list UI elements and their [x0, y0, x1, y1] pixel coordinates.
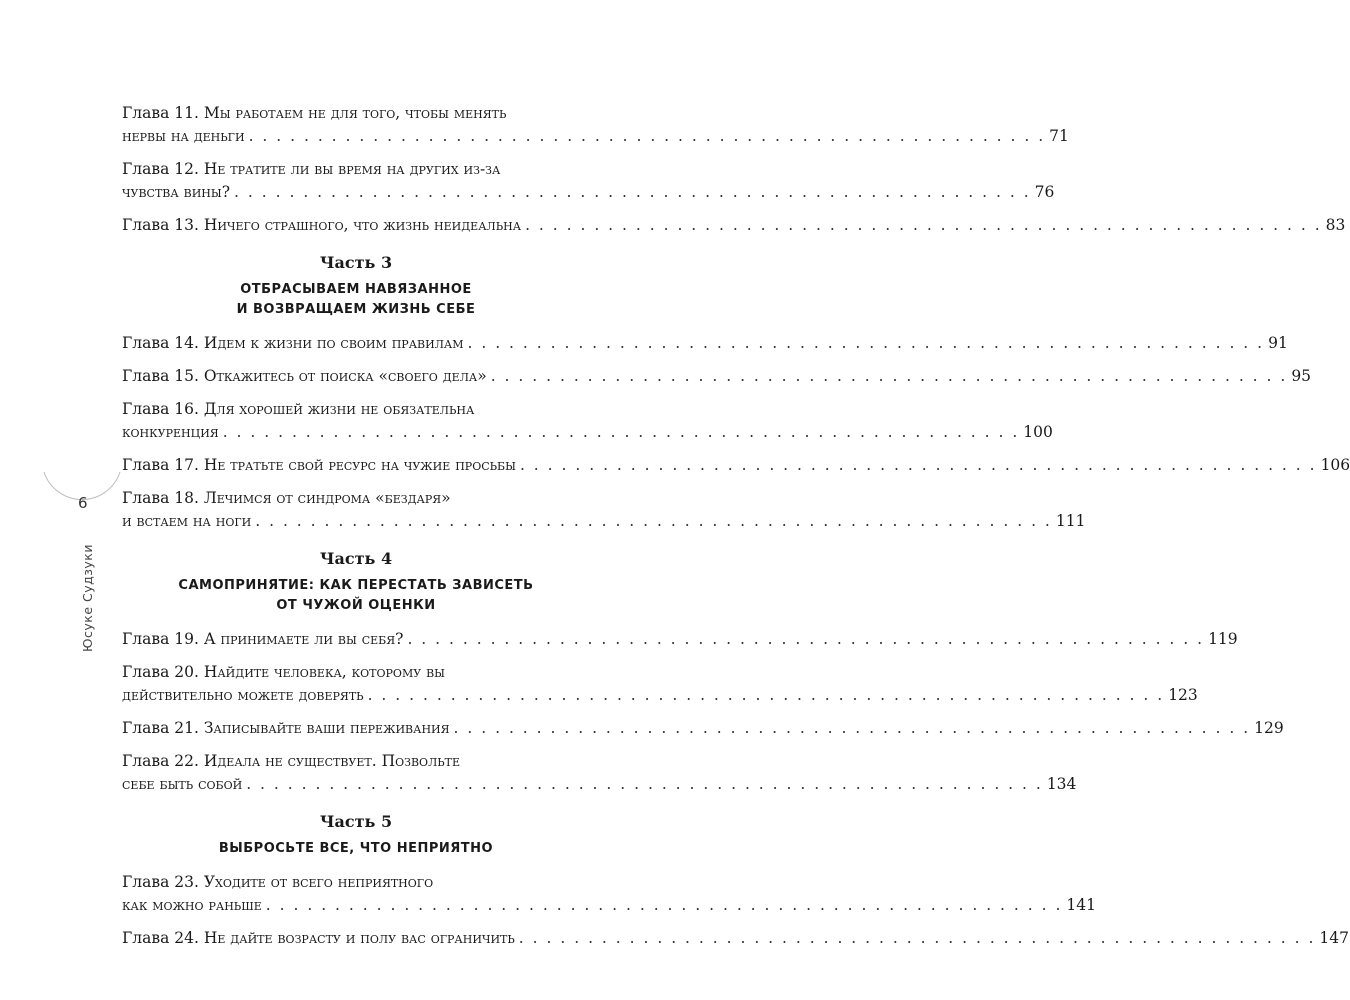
chapter-title-text	[122, 894, 262, 917]
toc-entry	[122, 102, 1069, 148]
chapter-title: Уходите от всего неприятного	[203, 873, 434, 891]
chapter-page-number: 95	[1291, 367, 1312, 385]
toc-entry	[122, 717, 1284, 740]
toc-entry-line	[122, 717, 1284, 740]
dot-leader: . . . . . . . . . . . . . . . . . . . . . . . . . . . . . . . . . . . . . . . . . . . . . . . . . . . . . . . . . .	[518, 929, 1316, 947]
chapter-title: Мы работаем не для того, чтобы менять	[203, 104, 507, 122]
chapter-page-number: 119	[1208, 630, 1238, 648]
chapter-title-text	[122, 717, 450, 740]
part-subtitle: ОТБРАСЫВАЕМ НАВЯЗАННОЕ И ВОЗВРАЩАЕМ ЖИЗНЬ СЕБЕ	[236, 282, 476, 317]
chapter-label: Глава 13.	[122, 216, 204, 234]
chapter-title-text	[122, 927, 515, 950]
chapter-title: Откажитесь от поиска «своего дела»	[203, 367, 487, 385]
toc-entry-line	[122, 102, 590, 125]
chapter-page-number: 91	[1268, 334, 1288, 352]
page-number: 6	[78, 494, 88, 512]
chapter-title: Ничего страшного, что жизнь неидеальна	[203, 216, 522, 234]
chapter-title-text	[122, 400, 474, 418]
dot-leader: . . . . . . . . . . . . . . . . . . . . . . . . . . . . . . . . . . . . . . . . . . . . . . . . . . . . . . . . . .	[265, 896, 1063, 914]
chapter-label: Глава 15.	[122, 367, 204, 385]
chapter-label: Глава 14.	[122, 334, 204, 352]
toc-entry-line	[122, 421, 1053, 444]
toc-entry-line	[122, 214, 1346, 237]
chapter-title-text	[122, 454, 516, 477]
chapter-title-text	[122, 365, 487, 388]
chapter-title-text	[122, 663, 445, 681]
toc-entry	[122, 927, 1349, 950]
toc-entry-line	[122, 510, 1086, 533]
chapter-page-number: 76	[1034, 183, 1055, 201]
dot-leader: . . . . . . . . . . . . . . . . . . . . . . . . . . . . . . . . . . . . . . . . . . . . . . . . . . . . . . . . . .	[222, 423, 1020, 441]
chapter-label: Глава 18.	[122, 489, 204, 507]
toc-entry	[122, 454, 1350, 477]
chapter-title-text	[122, 628, 403, 651]
part-title: Часть 4	[319, 549, 393, 568]
chapter-title-text	[122, 332, 463, 355]
chapter-title-text	[122, 181, 230, 204]
chapter-label: Глава 23.	[122, 873, 204, 891]
chapter-page-number: 123	[1168, 686, 1198, 704]
toc-entry-line	[122, 750, 590, 773]
chapter-label: Глава 16.	[122, 400, 204, 418]
toc-entry-line	[122, 181, 1055, 204]
chapter-title: Не тратьте свой ресурс на чужие просьбы	[203, 456, 516, 474]
chapter-label: Глава 22.	[122, 752, 204, 770]
chapter-title: Идем к жизни по своим правилам	[203, 334, 464, 352]
dot-leader: . . . . . . . . . . . . . . . . . . . . . . . . . . . . . . . . . . . . . . . . . . . . . . . . . . . . . . . . . .	[467, 334, 1265, 352]
toc-entry-line	[122, 332, 1288, 355]
chapter-label: Глава 19.	[122, 630, 204, 648]
toc-entry	[122, 750, 1077, 796]
chapter-label: Глава 24.	[122, 929, 204, 947]
chapter-title: Для хорошей жизни не обязательна	[203, 400, 475, 418]
chapter-page-number: 111	[1055, 512, 1086, 530]
chapter-title-text	[122, 752, 460, 770]
chapter-title-text	[122, 104, 506, 122]
toc-entry	[122, 398, 1053, 444]
part-title: Часть 5	[319, 812, 393, 831]
chapter-title: чувства вины?	[122, 183, 231, 201]
toc-entry	[122, 661, 1198, 707]
chapter-title: Найдите человека, которому вы	[203, 663, 445, 681]
toc-entry	[122, 214, 1346, 237]
chapter-title: Записывайте ваши переживания	[203, 719, 450, 737]
toc-entry	[122, 871, 1096, 917]
dot-leader: . . . . . . . . . . . . . . . . . . . . . . . . . . . . . . . . . . . . . . . . . . . . . . . . . . . . . . . . . .	[525, 216, 1322, 234]
chapter-title: конкуренция	[122, 423, 219, 441]
chapter-page-number: 71	[1049, 127, 1069, 145]
chapter-label: Глава 11.	[122, 104, 204, 122]
chapter-label: Глава 17.	[122, 456, 204, 474]
dot-leader: . . . . . . . . . . . . . . . . . . . . . . . . . . . . . . . . . . . . . . . . . . . . . . . . . . . . . . . . . .	[407, 630, 1205, 648]
chapter-title-text	[122, 510, 251, 533]
chapter-title: А принимаете ли вы себя?	[203, 630, 404, 648]
chapter-title: Не дайте возрасту и полу вас ограничить	[203, 929, 515, 947]
toc-entry-line	[122, 894, 1096, 917]
dot-leader: . . . . . . . . . . . . . . . . . . . . . . . . . . . . . . . . . . . . . . . . . . . . . . . . . . . . . . . . . .	[367, 686, 1165, 704]
chapter-title: и встаем на ноги	[122, 512, 252, 530]
chapter-title-text	[122, 873, 433, 891]
toc-entry-line	[122, 628, 1238, 651]
toc-entry-line	[122, 365, 1312, 388]
dot-leader: . . . . . . . . . . . . . . . . . . . . . . . . . . . . . . . . . . . . . . . . . . . . . . . . . . . . . . . . . .	[248, 127, 1046, 145]
chapter-title: Лечимся от синдрома «бездаря»	[203, 489, 451, 507]
toc-entry-line	[122, 927, 1349, 950]
toc-entry	[122, 158, 1055, 204]
dot-leader: . . . . . . . . . . . . . . . . . . . . . . . . . . . . . . . . . . . . . . . . . . . . . . . . . . . . . . . . . .	[246, 775, 1043, 793]
chapter-page-number: 106	[1320, 456, 1350, 474]
toc-entry-line	[122, 661, 590, 684]
toc-entry	[122, 365, 1312, 388]
chapter-title: Не тратите ли вы время на других из-за	[203, 160, 501, 178]
chapter-label: Глава 20.	[122, 663, 204, 681]
dot-leader: . . . . . . . . . . . . . . . . . . . . . . . . . . . . . . . . . . . . . . . . . . . . . . . . . . . . . . . . . .	[255, 512, 1052, 530]
chapter-page-number: 147	[1319, 929, 1349, 947]
chapter-title: как можно раньше	[122, 896, 262, 914]
running-head-author: Юсуке Судзуки	[80, 544, 95, 652]
toc-entry	[122, 332, 1288, 355]
chapter-title-text	[122, 421, 219, 444]
chapter-title-text	[122, 773, 242, 796]
chapter-page-number: 129	[1254, 719, 1284, 737]
toc-entry	[122, 628, 1238, 651]
toc-entry-line	[122, 158, 590, 181]
chapter-title-text	[122, 684, 364, 707]
chapter-title-text	[122, 160, 500, 178]
dot-leader: . . . . . . . . . . . . . . . . . . . . . . . . . . . . . . . . . . . . . . . . . . . . . . . . . . . . . . . . . .	[519, 456, 1317, 474]
toc-entry	[122, 487, 1086, 533]
toc-entry-line	[122, 487, 590, 510]
dot-leader: . . . . . . . . . . . . . . . . . . . . . . . . . . . . . . . . . . . . . . . . . . . . . . . . . . . . . . . . . .	[453, 719, 1251, 737]
part-title: Часть 3	[319, 253, 393, 272]
toc-entry-line	[122, 454, 1350, 477]
chapter-title-text	[122, 125, 245, 148]
dot-leader: . . . . . . . . . . . . . . . . . . . . . . . . . . . . . . . . . . . . . . . . . . . . . . . . . . . . . . . . . .	[234, 183, 1031, 201]
toc-entry-line	[122, 871, 590, 894]
chapter-page-number: 134	[1046, 775, 1077, 793]
chapter-label: Глава 12.	[122, 160, 204, 178]
chapter-title-text	[122, 489, 451, 507]
chapter-page-number: 83	[1325, 216, 1346, 234]
chapter-title-text	[122, 214, 521, 237]
chapter-page-number: 100	[1023, 423, 1053, 441]
chapter-title: действительно можете доверять	[122, 686, 364, 704]
chapter-title: себе быть собой	[122, 775, 243, 793]
toc-entry-line	[122, 773, 1077, 796]
part-subtitle: ВЫБРОСЬТЕ ВСЕ, ЧТО НЕПРИЯТНО	[218, 841, 494, 856]
table-of-contents	[122, 102, 1350, 960]
toc-entry-line	[122, 125, 1069, 148]
chapter-label: Глава 21.	[122, 719, 204, 737]
toc-entry-line	[122, 398, 590, 421]
chapter-page-number: 141	[1066, 896, 1096, 914]
chapter-title: Идеала не существует. Позвольте	[203, 752, 461, 770]
chapter-title: нервы на деньги	[122, 127, 245, 145]
toc-entry-line	[122, 684, 1198, 707]
dot-leader: . . . . . . . . . . . . . . . . . . . . . . . . . . . . . . . . . . . . . . . . . . . . . . . . . . . . . . . . . .	[490, 367, 1288, 385]
part-subtitle: САМОПРИНЯТИЕ: КАК ПЕРЕСТАТЬ ЗАВИСЕТЬ ОТ ЧУЖОЙ ОЦЕНКИ	[178, 578, 534, 613]
